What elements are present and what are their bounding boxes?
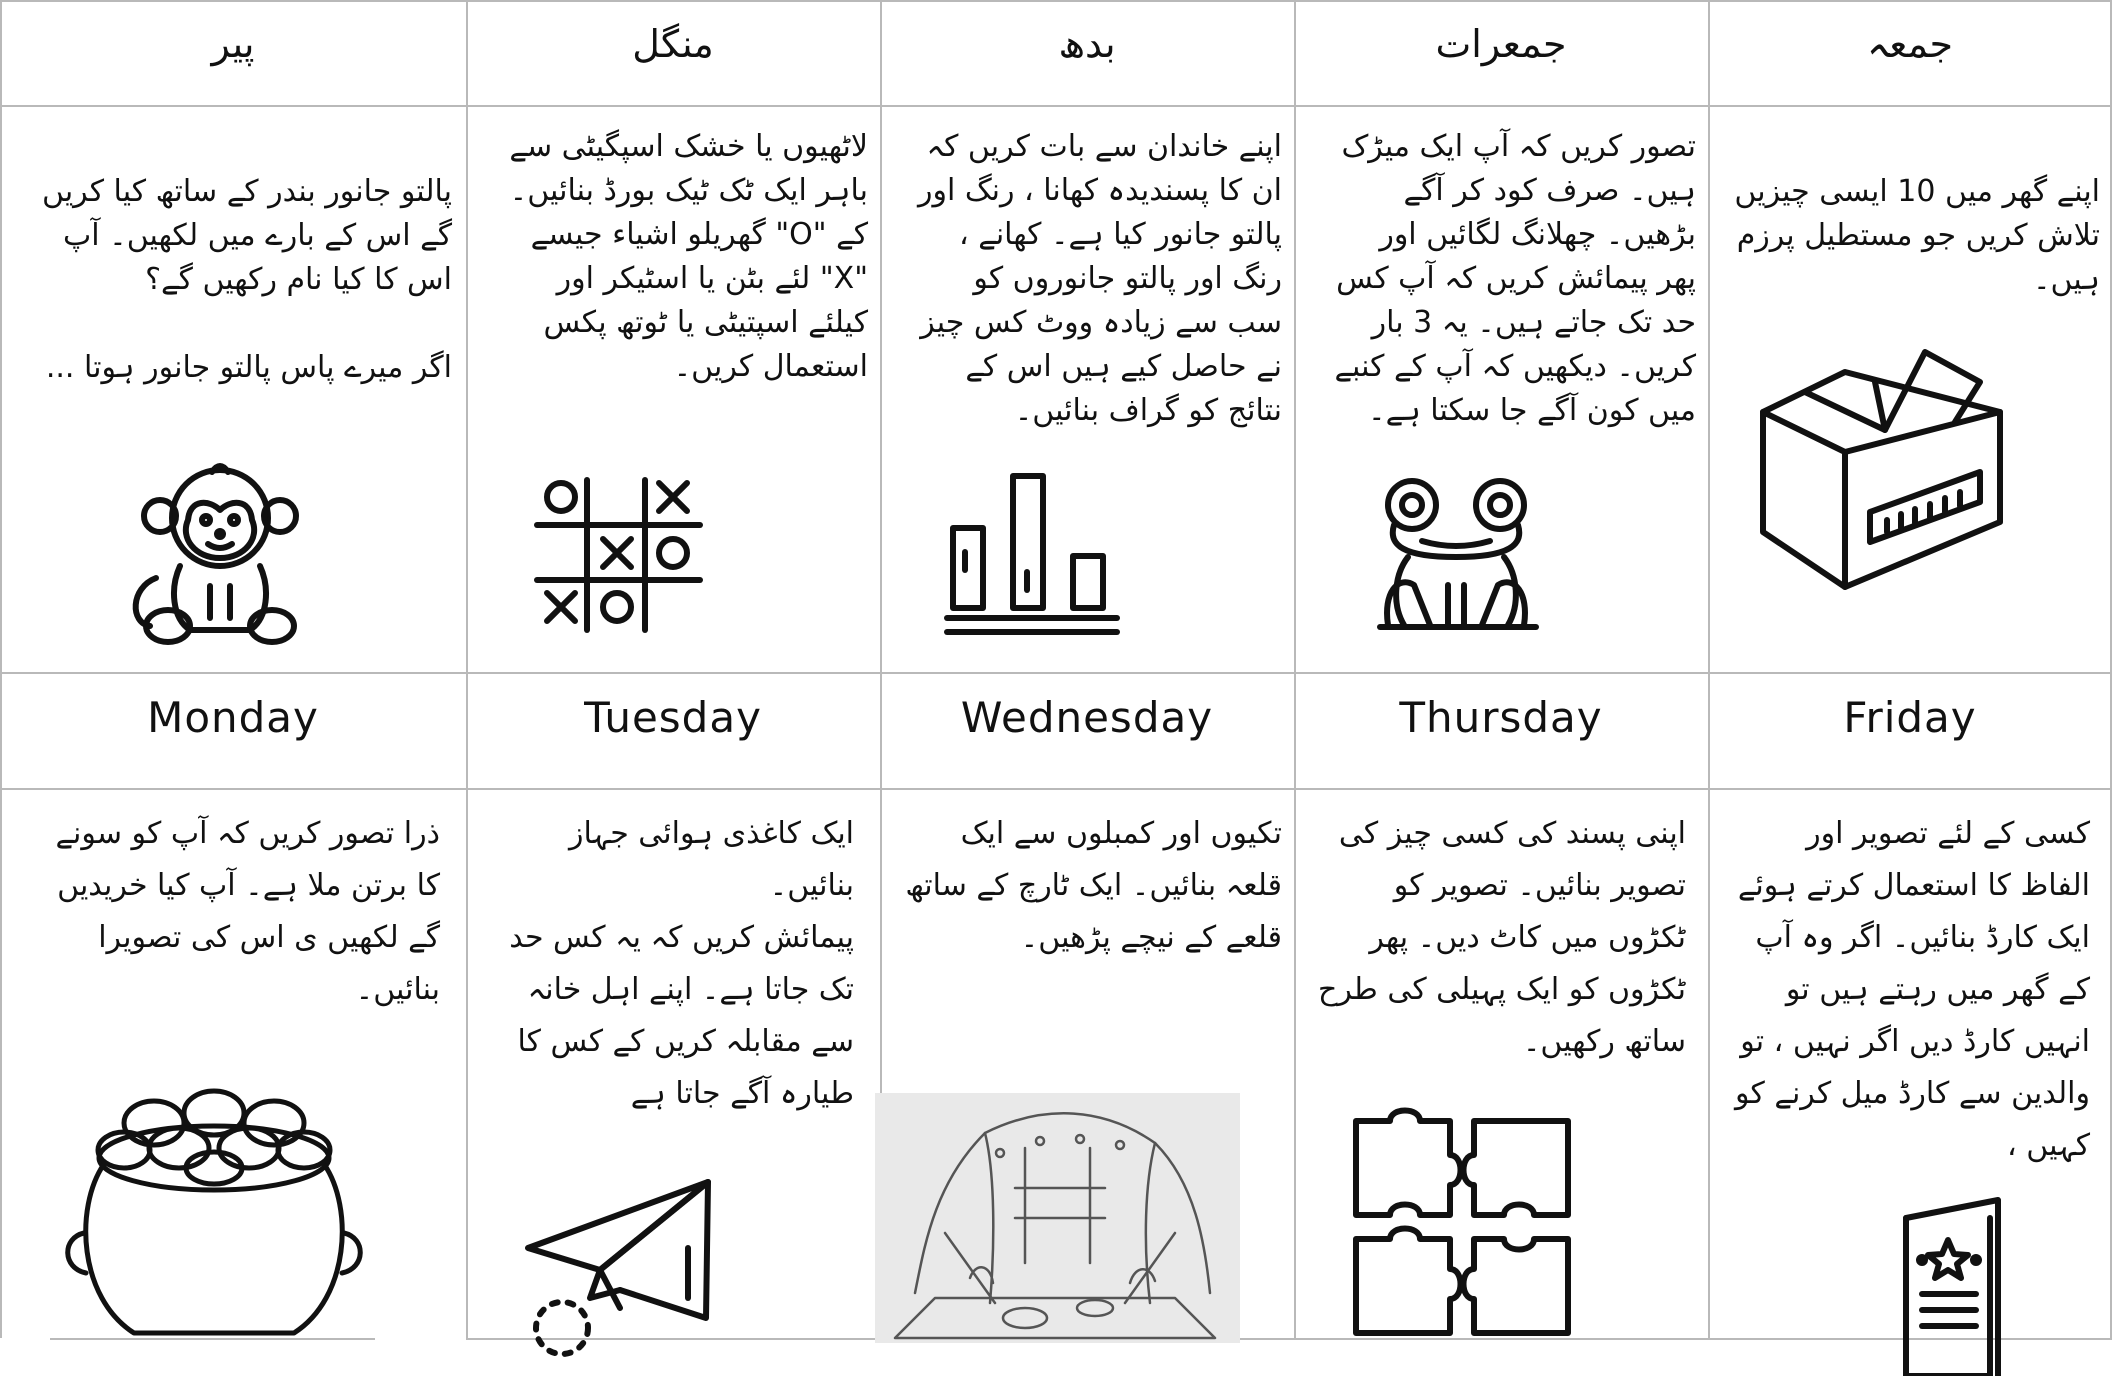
task-thursday-week2: اپنی پسند کی کسی چیز کی تصویر بنائیں۔ تصویر کو ٹکڑوں میں کاٹ دیں۔ پھر ٹکڑوں کو ایک پہیلی کی طرح ساتھ رکھیں۔ xyxy=(1318,816,1686,1059)
task-tuesday-week2: ایک کاغذی ہوائی جہاز بنائیں۔ پیمائش کریں کہ یہ کس حد تک جاتا ہے۔ اپنے اہل خانہ سے مقابلہ کریں کے کس کا طیارہ آگے جاتا ہے xyxy=(509,816,854,1111)
day-header-wednesday: Wednesday xyxy=(960,693,1214,742)
day-header-friday-urdu: جمعہ xyxy=(1866,22,1954,66)
table-border-bottom xyxy=(50,1338,375,1340)
box-icon xyxy=(1755,342,2005,592)
puzzle-icon xyxy=(1350,1115,1575,1340)
day-header-wednesday-urdu: بدھ xyxy=(1058,22,1116,66)
task-monday-week1: پالتو جانور بندر کے ساتھ کیا کریں گے اس کے بارے میں لکھیں۔ آپ اس کا کیا نام رکھیں گے؟ اگر میرے پاس پالتو جانور ہوتا ... xyxy=(42,174,452,385)
table-col-divider xyxy=(466,0,468,1338)
tic-tac-toe-icon xyxy=(535,475,705,635)
table-border-left xyxy=(0,0,2,1338)
greeting-card-icon xyxy=(1898,1198,2008,1376)
day-header-thursday: Thursday xyxy=(1399,693,1603,742)
pot-of-gold-icon xyxy=(54,1068,374,1338)
day-header-thursday-urdu: جمعرات xyxy=(1435,22,1567,66)
table-row-divider xyxy=(0,788,2112,790)
task-wednesday-week2: تکیوں اور کمبلوں سے ایک قلعہ بنائیں۔ ایک ٹارچ کے ساتھ قلعے کے نیچے پڑھیں۔ xyxy=(905,816,1282,955)
monkey-icon xyxy=(120,458,320,648)
task-wednesday-week1: اپنے خاندان سے بات کریں کہ ان کا پسندیدہ کھانا ، رنگ اور پالتو جانور کیا ہے۔ کھانے ، رنگ اور پالتو جانوروں کو سب سے زیادہ ووٹ کس چیز نے حاصل کیے ہیں اس کے نتائج کو گراف بنائیں۔ xyxy=(917,129,1282,428)
day-header-monday-urdu: پیر xyxy=(211,22,255,66)
task-tuesday-week1: لاٹھیوں یا خشک اسپگیٹی سے باہر ایک ٹک ٹیک بورڈ بنائیں۔ کے "O" گھریلو اشیاء جیسے "X" لئے بٹن یا اسٹیکر اور کیلئے اسپتیٹی یا ٹوتھ پکس استعمال کریں۔ xyxy=(509,129,868,384)
day-header-tuesday-urdu: منگل xyxy=(632,22,714,66)
task-friday-week2: کسی کے لئے تصویر اور الفاظ کا استعمال کرتے ہوئے ایک کارڈ بنائیں۔ اگر وہ آپ کے گھر میں رہتے ہیں تو انہیں کارڈ دیں اگر نہیں ، تو والدین سے کارڈ میل کرنے کو کہیں ، xyxy=(1735,816,2090,1163)
blanket-fort-image xyxy=(875,1093,1240,1343)
day-header-friday: Friday xyxy=(1843,693,1977,742)
task-thursday-week1: تصور کریں کہ آپ ایک میڑک ہیں۔ صرف کود کر آگے بڑھیں۔ چھلانگ لگائیں اور پھر پیمائش کریں کہ آپ کس حد تک جاتے ہیں۔ یہ 3 بار کریں۔ دیکھیں کہ آپ کے کنبے میں کون آگے جا سکتا ہے۔ xyxy=(1334,129,1696,428)
paper-plane-icon xyxy=(520,1178,720,1368)
task-friday-week1: اپنے گھر میں 10 ایسی چیزیں تلاش کریں جو مستطیل پرزم ہیں۔ xyxy=(1734,174,2100,297)
bar-chart-icon xyxy=(945,472,1120,637)
table-row-divider xyxy=(0,105,2112,107)
day-header-monday: Monday xyxy=(147,693,319,742)
table-border-top xyxy=(0,0,2112,2)
task-monday-week2: ذرا تصور کریں کہ آپ کو سونے کا برتن ملا ہے۔ آپ کیا خریدیں گے لکھیں ی اس کی تصویرا بنائیں۔ xyxy=(55,816,440,1007)
table-row-divider xyxy=(0,672,2112,674)
table-col-divider xyxy=(1294,0,1296,1338)
table-col-divider xyxy=(1708,0,1710,1338)
frog-icon xyxy=(1378,475,1548,635)
day-header-tuesday: Tuesday xyxy=(584,693,762,742)
